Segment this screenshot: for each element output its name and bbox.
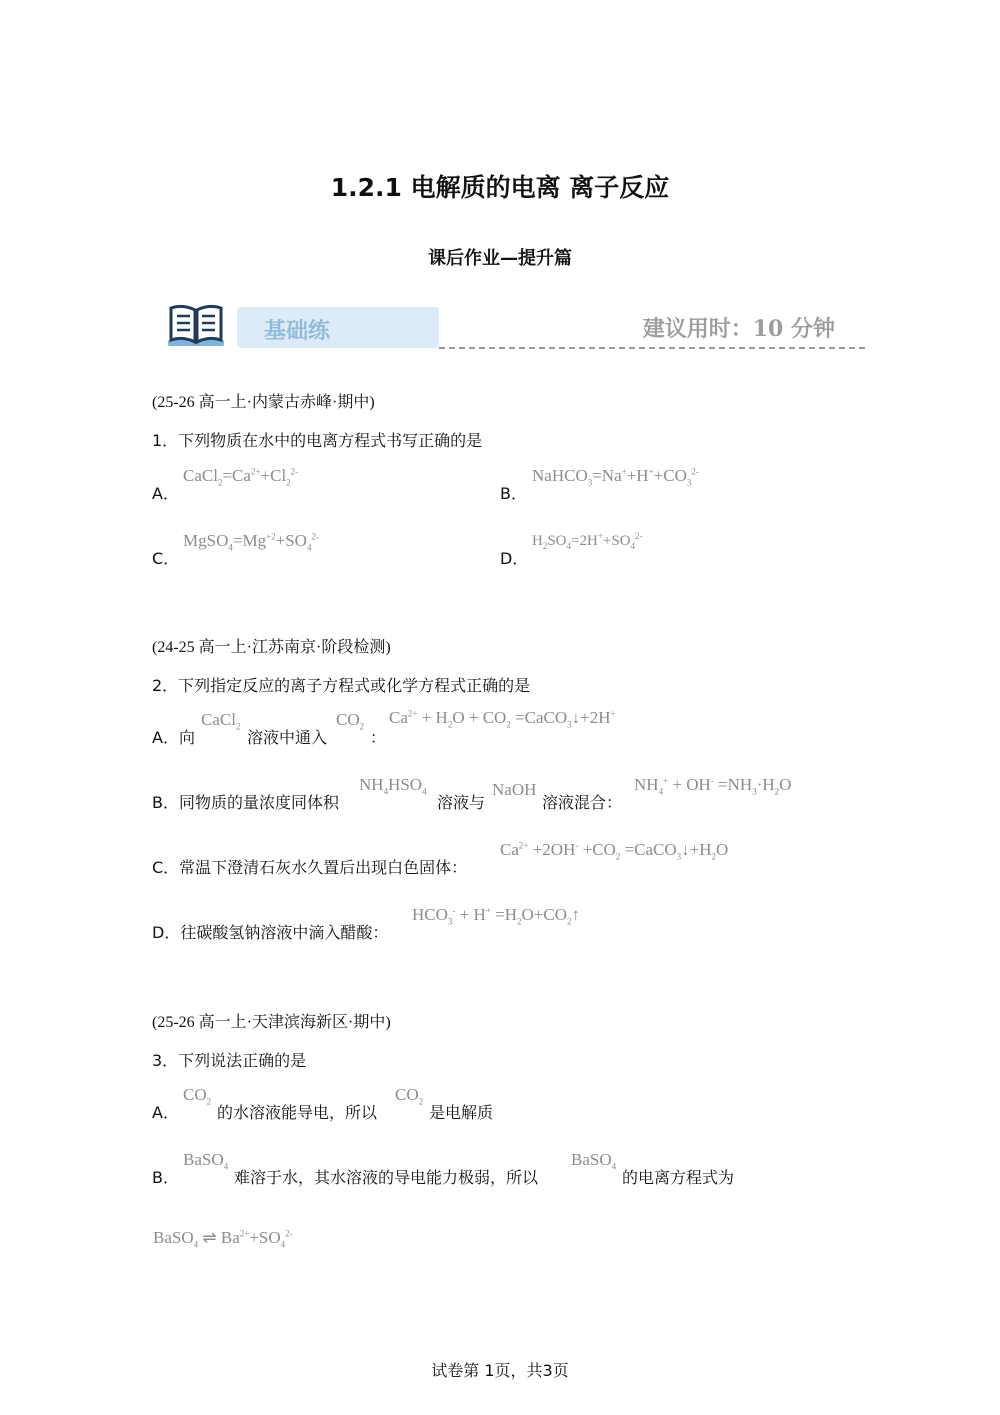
dashed-divider [439, 347, 865, 349]
option-letter-a: A． [152, 484, 179, 503]
option-a-prefix: A．向 [152, 728, 195, 747]
option-formula: $HCO_3^- + H^+$ $=H_2O+CO_2↑$ [412, 905, 580, 927]
question-stem: 1．下列物质在水中的电离方程式书写正确的是 [152, 431, 483, 450]
option-formula: $Ca^{2+} + H_2O + CO_2$ =CaCO$_3$↓+2H+ [389, 708, 616, 730]
option-b-text-end: 溶液混合： [542, 793, 623, 812]
section-banner [165, 302, 865, 354]
option-b-text: 溶液与 [437, 793, 486, 812]
question-source: (25-26 高一上·天津滨海新区·期中) [152, 1014, 391, 1031]
option-d-text: D．往碳酸氢钠溶液中滴入醋酸： [152, 923, 389, 942]
section-label: 基础练 [264, 318, 331, 344]
option-formula: $H_2SO_4=2H^++SO_4^{2-}$ [532, 531, 643, 551]
option-a-text: 的水溶液能导电，所以 [217, 1103, 378, 1122]
section-label-pill [237, 307, 439, 348]
option-letter-c: C． [152, 549, 180, 568]
page-footer: 试卷第 1页，共3页 [431, 1361, 569, 1380]
option-letter-d: D． [500, 549, 529, 568]
time-hint: 建议用时：10 分钟 [642, 316, 835, 342]
option-formula: $Ca^{2+} +2OH^- +CO_2$ $=CaCO_3↓+H_2O$ [500, 840, 729, 862]
option-a-colon: ： [370, 728, 387, 747]
option-formula: CaCl$_2$ [201, 710, 241, 732]
option-letter-b: B． [500, 484, 527, 503]
option-formula: $CO_2$ [183, 1085, 212, 1107]
option-formula: $NH_4^+ + OH^- =NH_3\cdot H_2O$ [634, 775, 792, 797]
option-formula: $CaCl_2=Ca^{2+}+Cl_2^{2-}$ [183, 466, 299, 488]
option-a-text-end: 是电解质 [429, 1103, 494, 1122]
option-formula: $NH_4HSO_4$ [359, 775, 427, 797]
question-source: (25-26 高一上·内蒙古赤峰·期中) [152, 394, 375, 411]
book-icon [165, 302, 227, 350]
option-a-text: 溶液中通入 [247, 728, 328, 747]
page-title: 1.2.1 电解质的电离 离子反应 [330, 173, 670, 202]
option-formula: BaSO$_4$ [183, 1150, 229, 1172]
option-formula: $MgSO_4=Mg^{+2}+SO_4^{2-}$ [183, 531, 319, 553]
option-b-text-end: 的电离方程式为 [622, 1168, 735, 1187]
option-formula: $NaHCO_3=Na^++H^++CO_3^{2-}$ [532, 466, 699, 488]
option-b-prefix: B．同物质的量浓度同体积 [152, 793, 339, 812]
option-b-prefix: B． [152, 1168, 179, 1187]
option-formula: BaSO$_4$ [571, 1150, 617, 1172]
question-stem: 3．下列说法正确的是 [152, 1051, 307, 1070]
page-subtitle: 课后作业—提升篇 [428, 248, 572, 269]
option-c-text: C．常温下澄清石灰水久置后出现白色固体： [152, 858, 468, 877]
question-stem: 2．下列指定反应的离子方程式或化学方程式正确的是 [152, 676, 531, 695]
option-a-prefix: A． [152, 1103, 179, 1122]
equation-formula: BaSO$_4$ ⇌ $Ba^{2+}+SO_4^{2-}$ [153, 1228, 293, 1250]
question-source: (24-25 高一上·江苏南京·阶段检测) [152, 639, 391, 656]
option-formula: NaOH [492, 780, 537, 799]
option-formula: $CO_2$ [336, 710, 365, 732]
option-b-text: 难溶于水，其水溶液的导电能力极弱，所以 [234, 1168, 539, 1187]
option-formula: $CO_2$ [395, 1085, 424, 1107]
